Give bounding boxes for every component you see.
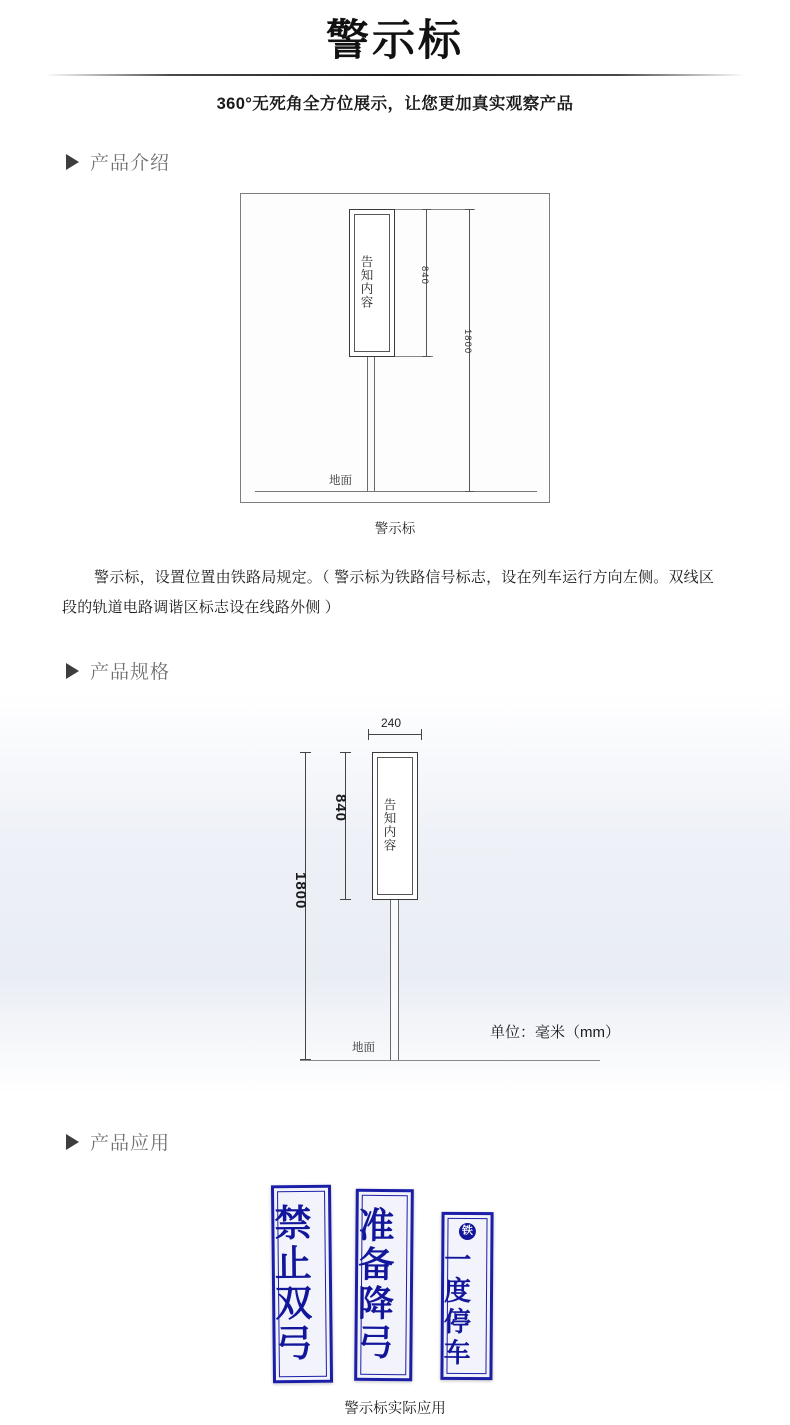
sign-prepare-lower-pantograph (354, 1189, 414, 1381)
figure2-dimension-1800-label: 1800 (292, 872, 309, 910)
figure1-ground-label: 地面 (329, 475, 352, 487)
sign-text: 一度停车 (443, 1244, 472, 1370)
sign-text: 准备降弓 (357, 1205, 395, 1365)
section-title-product-spec: 产品规格 (90, 662, 171, 683)
figure1-dimension-840-label: 840 (419, 266, 430, 285)
figure1-pole (367, 357, 375, 492)
figure2-pole (390, 900, 399, 1060)
triangle-right-icon (66, 1134, 79, 1150)
figure2-dimension-840-line (345, 752, 346, 900)
section-heading-product-spec (66, 657, 790, 684)
railway-emblem-icon: 铁 (459, 1223, 476, 1240)
figure1-sign-plate (349, 209, 395, 357)
figure2-sign-plate (372, 752, 418, 900)
figure-product-intro (240, 193, 550, 537)
figure1-top-extension-line (395, 209, 475, 210)
sign-forbid-double-pantograph (271, 1185, 333, 1384)
section-heading-product-application (66, 1128, 790, 1155)
figure1-caption: 警示标 (374, 521, 416, 536)
figure1-dimension-1800-label: 1800 (462, 329, 473, 355)
figure2-dimension-840-label: 840 (332, 794, 349, 823)
figure2-sign-plate-text: 告知内容 (382, 798, 396, 852)
section-title-product-application: 产品应用 (90, 1133, 171, 1154)
figure2-dimension-240-line (368, 734, 422, 735)
figure1-sign-plate-text: 告知内容 (359, 255, 373, 309)
figure1-frame (240, 193, 550, 503)
sign-one-degree-stop (440, 1212, 493, 1380)
figure2-ground-line (300, 1060, 600, 1061)
figure-product-application (0, 1175, 790, 1425)
page-header (0, 0, 790, 114)
triangle-right-icon (66, 154, 79, 170)
figure2-dimension-240-label: 240 (381, 716, 402, 730)
figure-product-spec (0, 694, 790, 1094)
figure2-ground-label: 地面 (352, 1042, 375, 1054)
section-title-product-intro: 产品介绍 (90, 153, 171, 174)
section-heading-product-intro (66, 148, 790, 175)
figure2-unit-note: 单位：毫米（mm） (490, 1024, 620, 1041)
figure1-ground-line (255, 491, 537, 492)
sign-text: 禁止双弓 (274, 1201, 313, 1366)
header-divider (45, 74, 745, 76)
page-title: 警示标 (326, 16, 464, 66)
triangle-right-icon (66, 663, 79, 679)
figure3-caption: 警示标实际应用 (344, 1401, 446, 1417)
product-intro-paragraph: 警示标，设置位置由铁路局规定。（ 警示标为铁路信号标志，设在列车运行方向左侧。双线区段的轨道电路调谐区标志设在线路外侧 ） (62, 569, 715, 616)
header-subtitle: 360°无死角全方位展示，让您更加真实观察产品 (216, 95, 574, 113)
